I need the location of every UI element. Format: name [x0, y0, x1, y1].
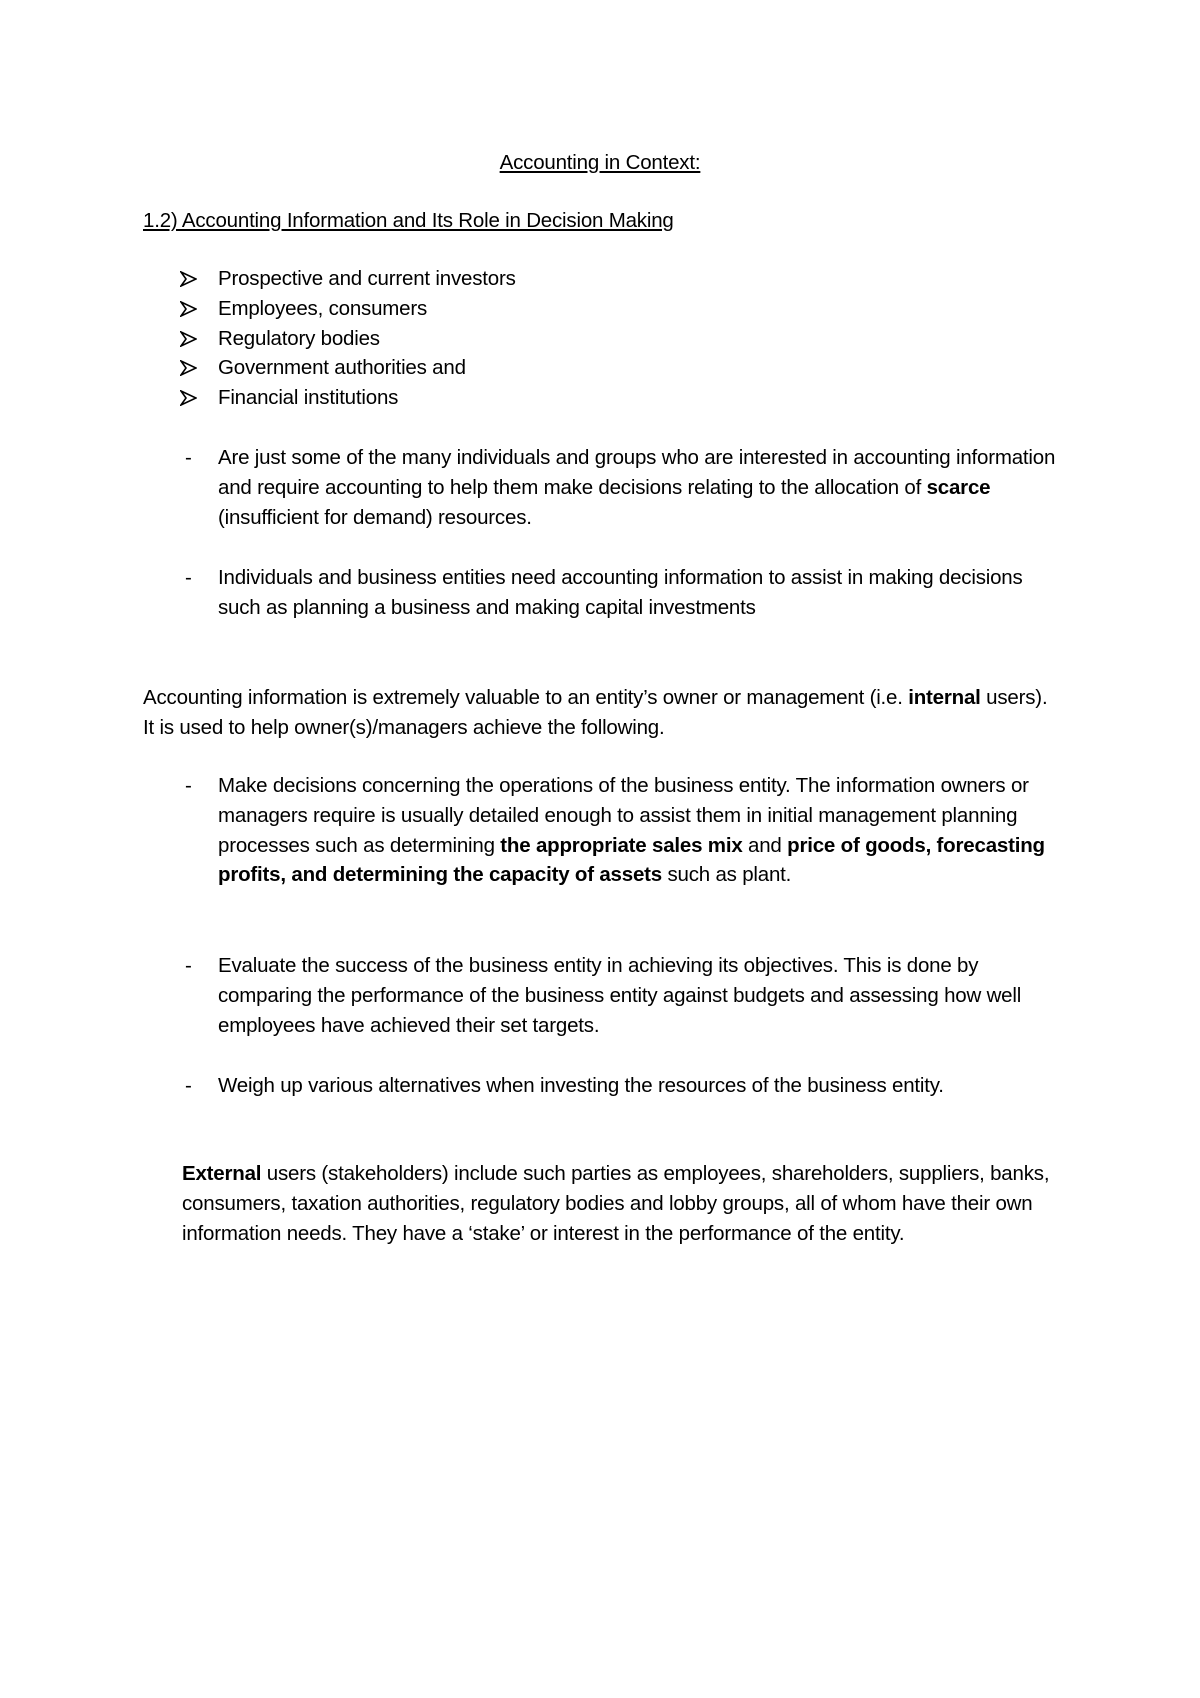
dash-point-text: Individuals and business entities need accounting information to assist in making decisions such as planning a business and making capital investments: [218, 566, 1023, 619]
bold-term: scarce: [926, 475, 991, 499]
list-item: [180, 264, 516, 294]
bold-term: internal: [908, 686, 981, 709]
bold-term: price of goods, forecasting profits, and determining the capacity of assets: [218, 833, 1045, 887]
list-item: [180, 353, 516, 383]
arrow-bullet-icon: [180, 360, 197, 376]
dash-bullet: -: [185, 566, 192, 589]
dash-point-text: Evaluate the success of the business entity in achieving its objectives. This is done by comparing the performance of the business entity against budgets and assessing how well employees have achieved their set targets.: [218, 954, 1022, 1037]
external-users-paragraph: External users (stakeholders) include such parties as employees, shareholders, suppliers, banks, consumers, taxation authorities, regulatory bodies and lobby groups, all of whom have their own information needs. They have a ‘stake’ or interest in the performance of the entity.: [182, 1162, 1050, 1245]
dash-bullet: -: [185, 954, 192, 977]
dash-bullet: -: [185, 774, 192, 797]
arrow-bullet-icon: [180, 331, 197, 347]
dash-bullet: -: [185, 446, 192, 469]
list-item-text: Regulatory bodies: [218, 326, 380, 350]
list-item-text: Government authorities and: [218, 356, 466, 380]
dash-point-weigh: [180, 1071, 1060, 1101]
list-item: [180, 324, 516, 354]
list-item: [180, 383, 516, 413]
section-heading: 1.2) Accounting Information and Its Role in Decision Making: [143, 209, 674, 232]
arrow-bullet-icon: [180, 301, 197, 317]
arrow-bullet-icon: [180, 390, 197, 406]
page-title: Accounting in Context:: [499, 151, 701, 174]
list-item-text: Employees, consumers: [218, 296, 428, 320]
dash-point-users: [180, 443, 1060, 532]
stakeholder-list: [180, 264, 516, 413]
dash-point-evaluate: [180, 951, 1060, 1040]
internal-users-paragraph: Accounting information is extremely valuable to an entity’s owner or management (i.e. internal users). It is used to help owner(s)/managers achieve the following.: [143, 686, 1048, 739]
dash-point-decisions: [180, 771, 1060, 890]
bold-term: the appropriate sales mix: [500, 833, 743, 857]
list-item-text: Financial institutions: [218, 386, 399, 410]
dash-point-text: Are just some of the many individuals and groups who are interested in accounting information and require accounting to help them make decisions relating to the allocation of scarce (insufficient for demand) resources.: [218, 446, 1056, 529]
arrow-bullet-icon: [180, 271, 197, 287]
dash-point-text: Make decisions concerning the operations of the business entity. The information owners or managers require is usually detailed enough to assist them in initial management planning processes such as determining the appropriate sales mix and price of goods, forecasting profits, and determining the capacity of assets such as plant.: [218, 774, 1045, 887]
bold-term: External: [182, 1162, 262, 1185]
list-item: [180, 294, 516, 324]
list-item-text: Prospective and current investors: [218, 267, 516, 290]
dash-point-entities: [180, 563, 1060, 623]
dash-point-text: Weigh up various alternatives when investing the resources of the business entity.: [218, 1074, 944, 1097]
dash-bullet: -: [185, 1074, 192, 1097]
